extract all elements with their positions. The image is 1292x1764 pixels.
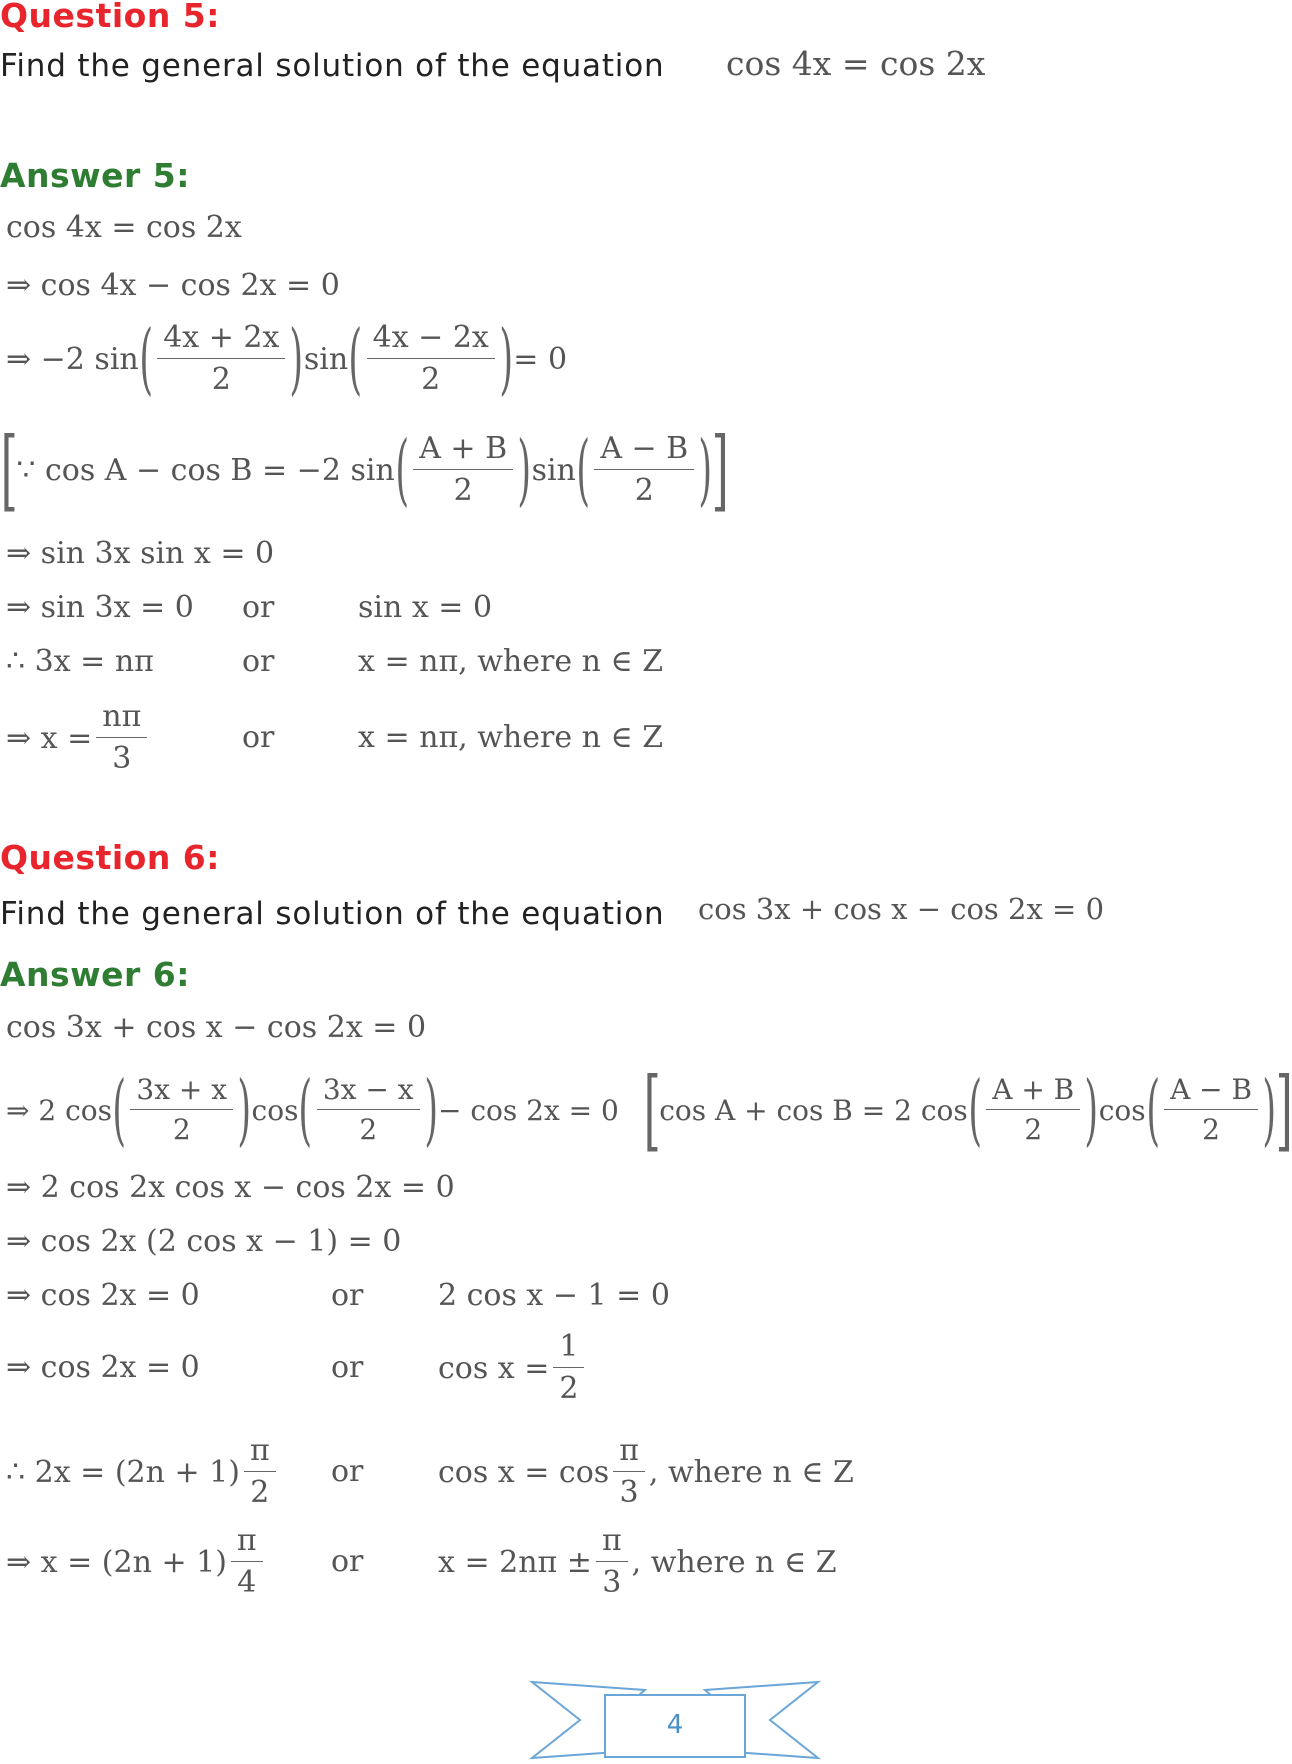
answer-6-line-5 <box>6 1278 906 1313</box>
question-6-heading: Question 6: <box>0 838 220 877</box>
fraction <box>553 1330 584 1406</box>
or-label: or <box>242 720 275 755</box>
expr-prefix: ⇒ −2 sin <box>6 341 139 377</box>
right-bracket: ] <box>1275 1058 1292 1161</box>
right-paren: ) <box>698 425 713 515</box>
case-a: ⇒ cos 2x = 0 <box>6 1278 200 1313</box>
case-b: 2 cos x − 1 = 0 <box>438 1278 670 1313</box>
numerator: nπ <box>96 700 147 738</box>
right-paren: ) <box>237 1065 252 1155</box>
numerator: A + B <box>413 432 513 470</box>
left-paren: ( <box>1145 1065 1160 1155</box>
or-label: or <box>331 1350 364 1385</box>
question-6-prompt: Find the general solution of the equation <box>0 896 665 932</box>
expr-prefix: cos x = <box>438 1350 550 1386</box>
left-paren: ( <box>576 425 590 515</box>
expr-mid: sin <box>531 452 576 488</box>
numerator: π <box>244 1434 276 1472</box>
denominator: 3 <box>602 1564 622 1600</box>
case-a: ⇒ sin 3x = 0 <box>6 590 194 625</box>
expr-mid: cos <box>251 1093 299 1127</box>
fraction <box>244 1434 276 1510</box>
or-label: or <box>331 1454 364 1489</box>
left-paren: ( <box>298 1065 313 1155</box>
fraction <box>157 321 285 397</box>
question-6-equation: cos 3x + cos x − cos 2x = 0 <box>698 892 1105 926</box>
denominator: 2 <box>559 1370 579 1406</box>
question-5-heading: Question 5: <box>0 0 220 35</box>
expr-suffix: = 0 <box>513 341 568 377</box>
numerator: 4x + 2x <box>157 321 285 359</box>
or-label: or <box>242 590 275 625</box>
right-paren: ) <box>517 425 532 515</box>
denominator: 2 <box>211 361 231 397</box>
denominator: 3 <box>619 1474 639 1510</box>
fraction <box>231 1524 263 1600</box>
expr-prefix: ⇒ x = (2n + 1) <box>6 1544 227 1580</box>
expr-prefix: cos x = cos <box>438 1454 610 1490</box>
right-paren: ) <box>499 314 513 404</box>
expr-prefix: ∵ cos A − cos B = −2 sin <box>16 452 395 488</box>
or-label: or <box>331 1544 364 1579</box>
case-b: sin x = 0 <box>358 590 493 625</box>
denominator: 2 <box>421 361 441 397</box>
answer-5-line-3 <box>6 314 568 404</box>
expr-suffix: , where n ∈ Z <box>648 1454 854 1490</box>
answer-6-line-3: ⇒ 2 cos 2x cos x − cos 2x = 0 <box>6 1170 455 1205</box>
left-bracket: [ <box>643 1058 661 1161</box>
numerator: 1 <box>553 1330 584 1368</box>
expr-mid: sin <box>303 341 349 377</box>
answer-5-identity-note <box>0 418 729 521</box>
identity-prefix: cos A + cos B = 2 cos <box>659 1093 968 1127</box>
numerator: 3x − x <box>317 1074 420 1109</box>
answer-5-line-2: ⇒ cos 4x − cos 2x = 0 <box>6 268 340 303</box>
answer-5-line-5: ⇒ sin 3x sin x = 0 <box>6 536 275 571</box>
left-paren: ( <box>139 314 153 404</box>
left-paren: ( <box>348 314 363 404</box>
answer-6-line-2 <box>6 1058 1292 1161</box>
right-bracket: ] <box>711 418 729 521</box>
case-a: ∴ 3x = nπ <box>6 644 154 679</box>
answer-6-heading: Answer 6: <box>0 955 190 994</box>
case-b: x = nπ, where n ∈ Z <box>358 644 664 679</box>
denominator: 2 <box>453 472 473 508</box>
answer-6-line-6 <box>6 1330 906 1410</box>
right-paren: ) <box>1084 1065 1099 1155</box>
fraction <box>130 1074 233 1145</box>
page-number: 4 <box>666 1710 684 1740</box>
expr-prefix: ∴ 2x = (2n + 1) <box>6 1454 240 1490</box>
denominator: 2 <box>250 1474 270 1510</box>
numerator: 4x − 2x <box>367 321 495 359</box>
fraction <box>413 432 513 508</box>
fraction <box>317 1074 420 1145</box>
right-paren: ) <box>289 314 304 404</box>
denominator: 2 <box>1202 1112 1220 1146</box>
left-paren: ( <box>968 1065 982 1155</box>
fraction <box>1164 1074 1258 1145</box>
page-number-footer <box>530 1680 820 1760</box>
answer-5-line-1: cos 4x = cos 2x <box>6 210 242 245</box>
answer-5-line-7 <box>6 644 706 679</box>
or-label: or <box>331 1278 364 1313</box>
expr-prefix: x = 2nπ ± <box>438 1544 592 1580</box>
fraction <box>596 1524 628 1600</box>
identity-mid: cos <box>1098 1093 1146 1127</box>
denominator: 2 <box>172 1112 191 1146</box>
denominator: 2 <box>634 472 654 508</box>
left-bracket: [ <box>0 418 18 521</box>
answer-6-line-1: cos 3x + cos x − cos 2x = 0 <box>6 1010 427 1045</box>
numerator: π <box>596 1524 628 1562</box>
case-a: ⇒ cos 2x = 0 <box>6 1350 200 1385</box>
denominator: 4 <box>237 1564 257 1600</box>
numerator: A − B <box>594 432 694 470</box>
numerator: π <box>613 1434 645 1472</box>
numerator: 3x + x <box>130 1074 233 1109</box>
fraction <box>96 700 147 776</box>
expr-suffix: , where n ∈ Z <box>631 1544 837 1580</box>
or-label: or <box>242 644 275 679</box>
expr-prefix: ⇒ 2 cos <box>6 1093 112 1127</box>
fraction <box>594 432 694 508</box>
question-5-prompt: Find the general solution of the equation <box>0 48 665 84</box>
expr-suffix: − cos 2x = 0 <box>438 1093 619 1127</box>
answer-6-line-8 <box>6 1524 906 1604</box>
denominator: 3 <box>112 740 132 776</box>
answer-5-line-6 <box>6 590 706 625</box>
denominator: 2 <box>1024 1112 1043 1146</box>
numerator: A + B <box>986 1074 1080 1109</box>
right-paren: ) <box>423 1065 438 1155</box>
fraction <box>986 1074 1080 1145</box>
numerator: A − B <box>1164 1074 1258 1109</box>
fraction <box>613 1434 645 1510</box>
denominator: 2 <box>359 1112 378 1146</box>
answer-5-heading: Answer 5: <box>0 156 190 195</box>
case-b: x = nπ, where n ∈ Z <box>358 720 664 755</box>
expr-prefix: ⇒ x = <box>6 720 93 756</box>
left-paren: ( <box>112 1065 127 1155</box>
answer-5-line-8 <box>6 698 706 778</box>
question-5-equation: cos 4x = cos 2x <box>726 44 986 83</box>
numerator: π <box>231 1524 263 1562</box>
right-paren: ) <box>1262 1065 1277 1155</box>
answer-6-line-4: ⇒ cos 2x (2 cos x − 1) = 0 <box>6 1224 402 1259</box>
answer-6-line-7 <box>6 1434 906 1514</box>
left-paren: ( <box>395 425 409 515</box>
fraction <box>367 321 495 397</box>
